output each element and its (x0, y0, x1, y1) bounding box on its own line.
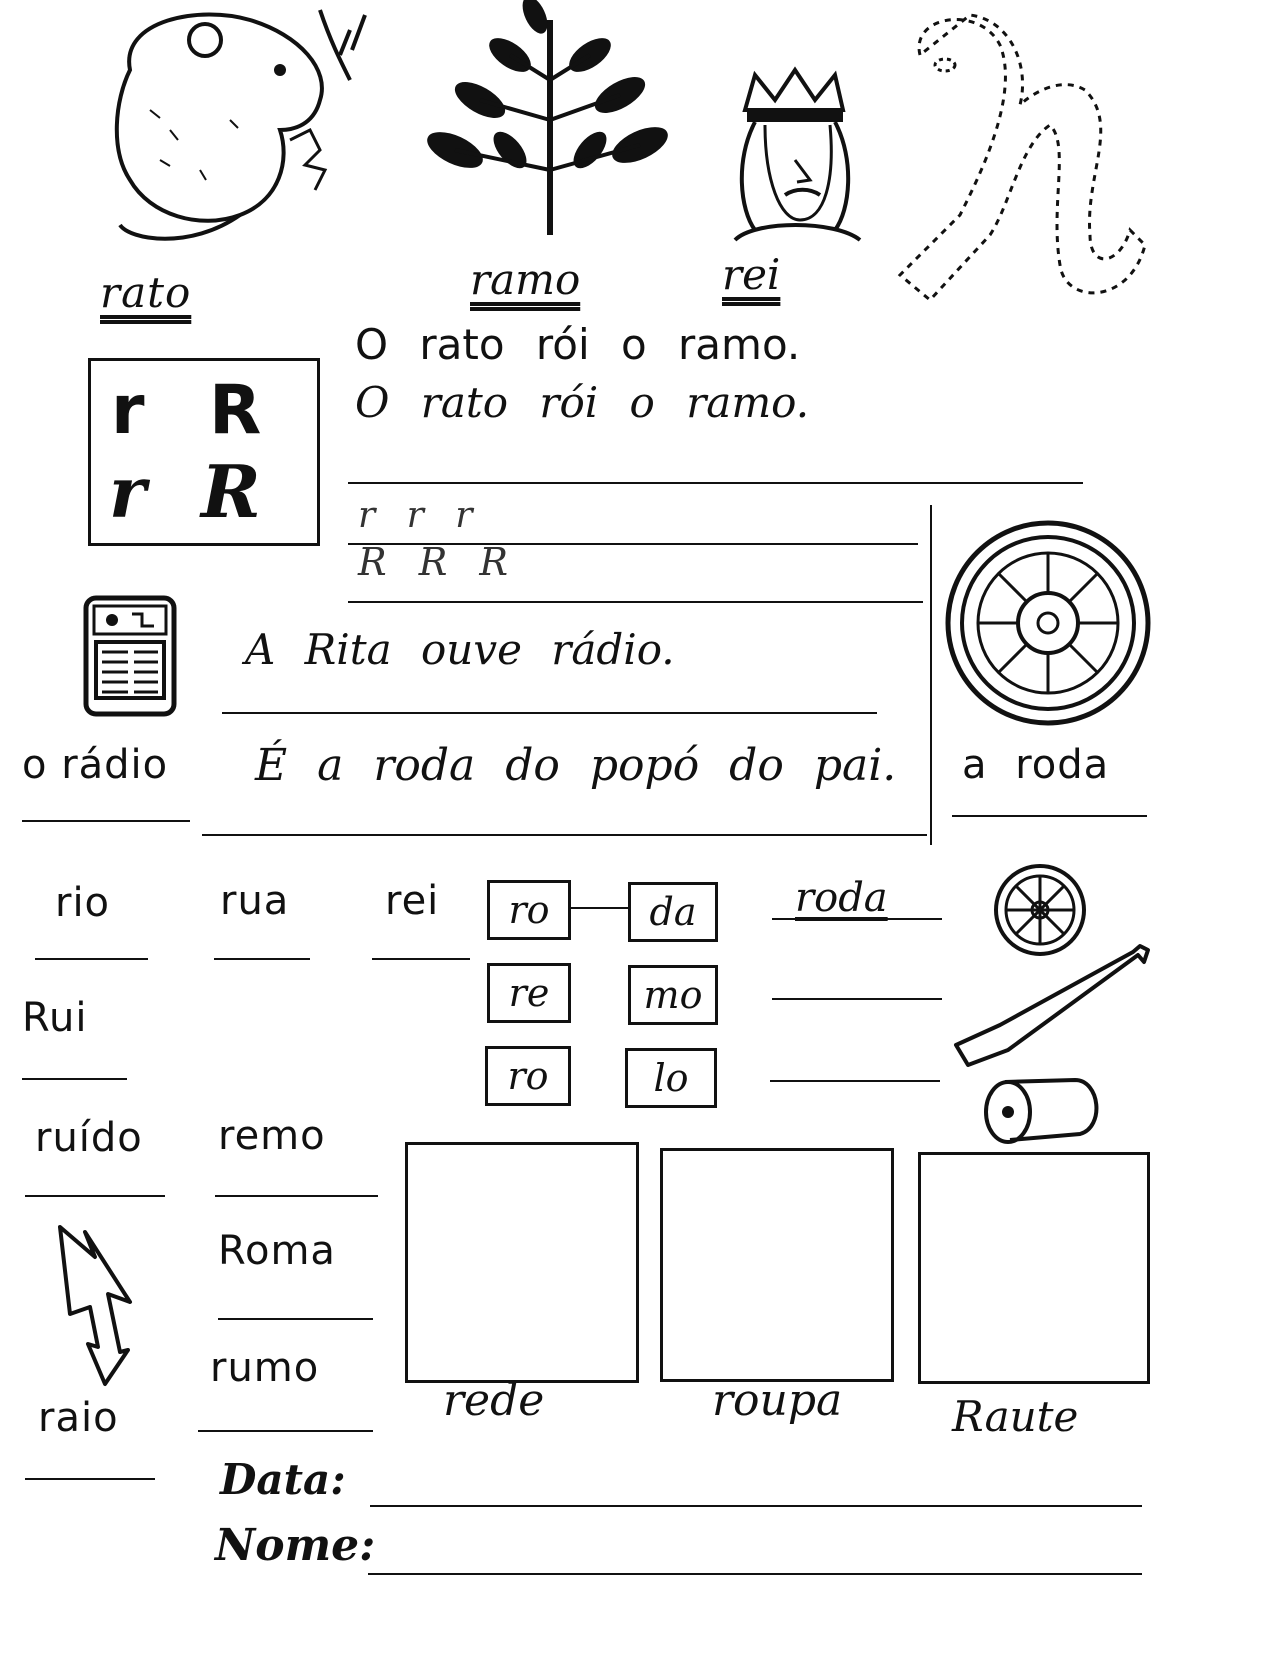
dotted-cursive-r-icon (890, 5, 1160, 305)
name-field-line[interactable] (368, 1573, 1142, 1575)
print-lowercase-r: r (111, 371, 145, 450)
writing-line-radio[interactable] (22, 820, 190, 822)
sentence-print: O rato rói o ramo. (355, 320, 801, 369)
branch-icon (415, 0, 665, 240)
word-rui: Rui (22, 995, 88, 1041)
writing-line-rei[interactable] (372, 958, 470, 960)
drawing-box-raute[interactable] (918, 1152, 1150, 1384)
tracing-line-2[interactable] (348, 601, 923, 603)
roll-icon (980, 1072, 1105, 1147)
writing-line-wheel[interactable] (952, 815, 1147, 817)
writing-line-sentence[interactable] (348, 482, 1083, 484)
writing-line-raio[interactable] (25, 1478, 155, 1480)
cursive-sentence-1: A Rita ouve rádio. (245, 625, 675, 674)
word-rio: rio (55, 880, 111, 926)
king-icon (725, 70, 865, 250)
syllable-right-1: da (628, 882, 718, 942)
radio-icon (82, 592, 182, 722)
word-raio: raio (38, 1395, 119, 1441)
vertical-divider (930, 505, 932, 845)
word-ruido: ruído (35, 1115, 143, 1161)
date-label: Data: (220, 1455, 346, 1504)
cursive-sentence-2: É a roda do popó do pai. (255, 740, 897, 791)
print-uppercase-r: R (209, 371, 262, 450)
lightning-bolt-icon (50, 1222, 140, 1387)
drawing-box-roupa[interactable] (660, 1148, 894, 1382)
writing-line-remo[interactable] (215, 1195, 378, 1197)
tracing-uppercase-r: R R R (358, 540, 518, 584)
tracing-lowercase-r: r r r (358, 495, 483, 536)
writing-line-ruido[interactable] (25, 1195, 165, 1197)
writing-line-rio[interactable] (35, 958, 148, 960)
word-rumo: rumo (210, 1345, 320, 1391)
writing-line-rui[interactable] (22, 1078, 127, 1080)
word-roma: Roma (218, 1228, 336, 1274)
letter-box (88, 358, 320, 546)
writing-line-cursive-2[interactable] (202, 834, 927, 836)
mouse-icon (90, 0, 380, 250)
date-field-line[interactable] (370, 1505, 1142, 1507)
writing-line-cursive-1[interactable] (222, 712, 877, 714)
picture-label-rato: rato (100, 268, 192, 317)
writing-line-syllable-2[interactable] (772, 998, 942, 1000)
name-label: Nome: (215, 1520, 376, 1571)
writing-line-syllable-1[interactable] (772, 918, 942, 920)
writing-line-rua[interactable] (214, 958, 310, 960)
wheel-icon (943, 518, 1153, 728)
sentence-cursive: O rato rói o ramo. (355, 378, 810, 427)
radio-label: o rádio (22, 742, 169, 788)
word-remo: remo (218, 1113, 326, 1159)
syllable-right-3: lo (625, 1048, 717, 1108)
oar-icon (948, 940, 1153, 1070)
syllable-left-2: re (487, 963, 571, 1023)
drawing-box-rede[interactable] (405, 1142, 639, 1383)
writing-line-rumo[interactable] (198, 1430, 373, 1432)
picture-label-rei: rei (722, 250, 781, 299)
writing-line-roma[interactable] (218, 1318, 373, 1320)
syllable-left-1: ro (487, 880, 571, 940)
syllable-connector (571, 907, 628, 909)
cursive-lowercase-r: r (109, 451, 146, 534)
picture-label-ramo: ramo (470, 255, 581, 304)
word-rua: rua (220, 878, 290, 924)
syllable-left-3: ro (485, 1046, 571, 1106)
wheel-label: a roda (962, 742, 1110, 788)
syllable-right-2: mo (628, 965, 718, 1025)
word-rei: rei (385, 878, 440, 924)
writing-line-syllable-3[interactable] (770, 1080, 940, 1082)
drawing-label-rede: rede (443, 1375, 545, 1426)
cursive-uppercase-r: R (201, 449, 261, 534)
drawing-label-roupa: roupa (712, 1375, 843, 1426)
drawing-label-raute: Raute (952, 1392, 1079, 1441)
syllable-answer-1: roda (795, 875, 888, 921)
